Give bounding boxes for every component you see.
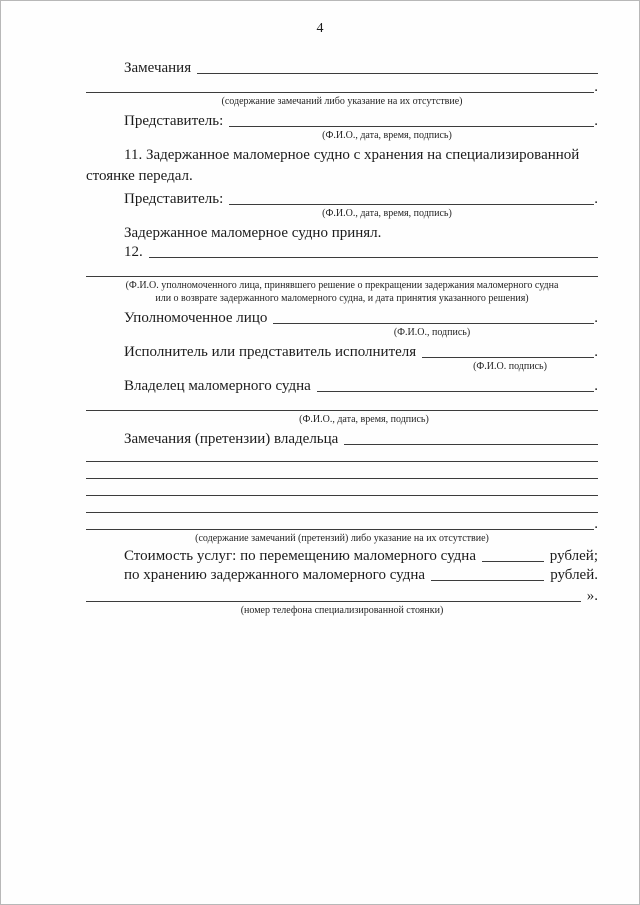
item-12-field-row: [86, 242, 598, 261]
owner-remarks-empty-line: [86, 448, 598, 465]
owner-continuation-row: [86, 395, 598, 414]
period-mark: .: [594, 377, 598, 394]
remarks-blank-line: [197, 73, 598, 74]
cost-storage-suffix: рублей.: [550, 566, 598, 583]
representative-label: Представитель:: [124, 112, 224, 129]
owner-remarks-empty-line: [86, 482, 598, 499]
owner-remarks-label: Замечания (претензии) владельца: [124, 430, 339, 447]
caption-fio-sign-nocomma: (Ф.И.О. подпись): [473, 361, 547, 372]
cost-storage-blank-line: [431, 580, 544, 581]
representative-label: Представитель:: [124, 190, 224, 207]
cost-relocation-label: Стоимость услуг: по перемещению маломерного судна: [124, 547, 476, 564]
owner-blank-line-2: [86, 410, 598, 411]
period-mark: .: [594, 78, 598, 95]
remarks-blank-line-2: [86, 92, 594, 93]
caption-fio-date-time-sign: (Ф.И.О., дата, время, подпись): [299, 414, 429, 425]
caption-owner-remarks-absence: (содержание замечаний (претензий) либо указание на их отсутствие): [195, 533, 489, 544]
executor-blank-line: [422, 357, 594, 358]
owner-remarks-field-row: [86, 429, 598, 448]
cost-storage-label: по хранению задержанного маломерного судна: [124, 566, 426, 583]
cost-relocation-suffix: рублей;: [549, 547, 598, 564]
remarks-label: Замечания: [124, 59, 192, 76]
cost-relocation-blank-line: [482, 561, 544, 562]
owner-remarks-blank-line: [344, 444, 598, 445]
phone-field-row: [86, 586, 598, 605]
blank-line: [86, 461, 598, 462]
representative-field-row-2: [86, 189, 598, 208]
period-mark: .: [594, 112, 598, 129]
owner-remarks-empty-line: [86, 499, 598, 516]
owner-blank-line: [317, 391, 594, 392]
caption-fio-sign: (Ф.И.О., подпись): [393, 327, 471, 338]
page-number: 4: [316, 21, 324, 36]
item-12-label: 12.: [124, 243, 143, 260]
authorized-person-blank-line: [273, 323, 594, 324]
blank-line: [86, 478, 598, 479]
owner-remarks-empty-line: [86, 465, 598, 482]
blank-line: [86, 512, 598, 513]
period-mark: .: [594, 343, 598, 360]
period-mark: .: [594, 190, 598, 207]
phone-blank-line: [86, 601, 581, 602]
caption-remarks-absence: (содержание замечаний либо указание на их отсутствие): [221, 96, 463, 107]
authorized-person-label: Уполномоченное лицо: [124, 309, 268, 326]
accepted-line-text: Задержанное маломерное судно принял.: [124, 224, 382, 241]
representative-field-row: [86, 111, 598, 130]
cost-relocation-row: [86, 546, 598, 565]
blank-line: [86, 529, 594, 530]
caption-fio-date-time-sign: (Ф.И.О., дата, время, подпись): [322, 130, 452, 141]
caption-item-12-line1: (Ф.И.О. уполномоченного лица, принявшего решение о прекращении задержания маломерного судна: [125, 280, 559, 291]
item-12-continuation-row: [86, 261, 598, 280]
accepted-line-row: [86, 223, 598, 242]
item-12-blank-line-2: [86, 276, 598, 277]
owner-field-row: [86, 376, 598, 395]
caption-fio-date-time-sign: (Ф.И.О., дата, время, подпись): [322, 208, 452, 219]
period-mark: .: [594, 309, 598, 326]
document-content: [86, 58, 598, 618]
executor-field-row: [86, 342, 598, 361]
owner-remarks-empty-line-last: [86, 516, 598, 533]
remarks-continuation-row: [86, 77, 598, 96]
authorized-person-field-row: [86, 308, 598, 327]
remarks-field-row: [86, 58, 598, 77]
caption-phone: (номер телефона специализированной стоянки): [240, 605, 444, 616]
item-12-blank-line: [149, 257, 598, 258]
closing-quote-mark: ».: [586, 587, 598, 604]
executor-label: Исполнитель или представитель исполнителя: [124, 343, 417, 360]
representative-blank-line-2: [229, 204, 594, 205]
cost-storage-row: [86, 565, 598, 584]
representative-blank-line: [229, 126, 594, 127]
item-11-paragraph: 11. Задержанное маломерное судно с хранения на специализированной стоянке передал.: [86, 147, 580, 184]
owner-label: Владелец маломерного судна: [124, 377, 311, 394]
caption-item-12-line2: или о возврате задержанного маломерного судна, и дата принятия указанного решения): [155, 293, 529, 304]
blank-line: [86, 495, 598, 496]
period-mark: .: [594, 515, 598, 532]
